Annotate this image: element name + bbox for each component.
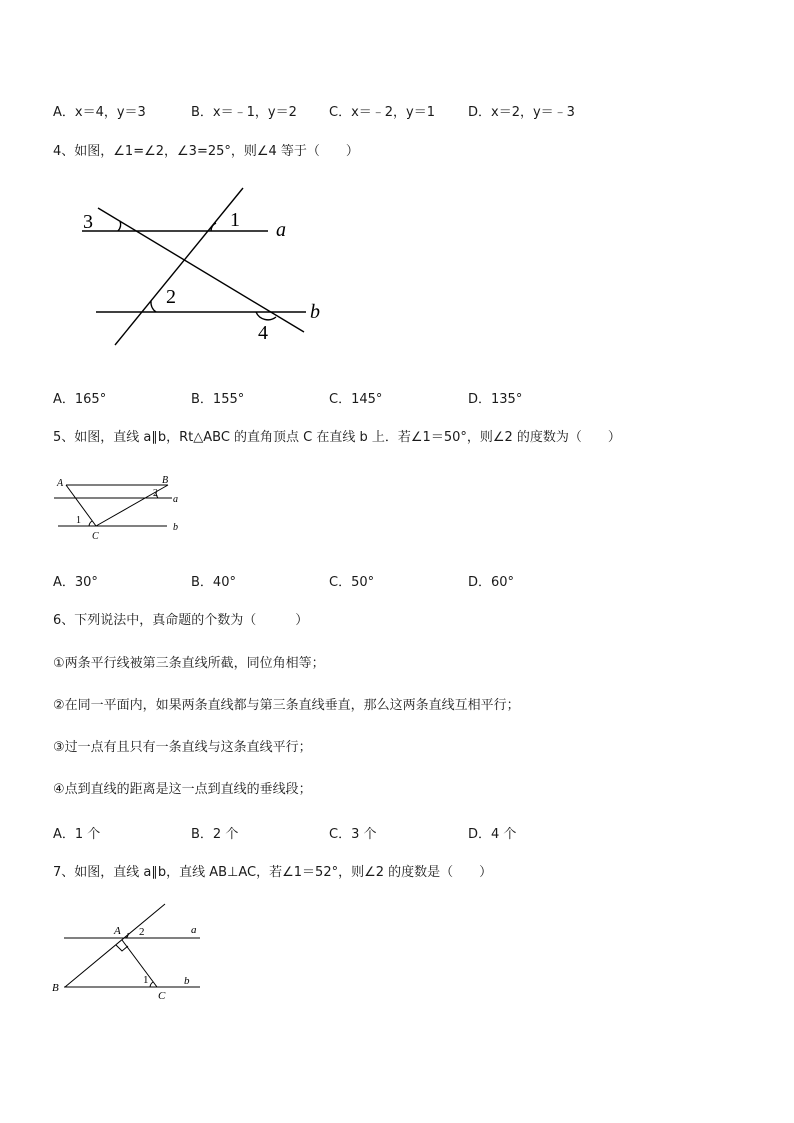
q5-label-A: A bbox=[57, 478, 64, 489]
q4-figure bbox=[70, 180, 340, 350]
q5-label-a: a bbox=[173, 494, 178, 505]
q7-label-b: b bbox=[184, 975, 190, 987]
q5-figure bbox=[50, 472, 190, 544]
q5-option-a: A．30° bbox=[53, 575, 98, 590]
q7-label-C: C bbox=[158, 990, 166, 1002]
q5-stem: 5、如图，直线 a∥b，Rt△ABC 的直角顶点 C 在直线 b 上．若∠1＝50°，则∠2 的度数为（ ） bbox=[53, 430, 621, 445]
q3-option-b: B．x＝﹣1，y＝2 bbox=[191, 105, 297, 120]
q4-label-1: 1 bbox=[230, 209, 240, 231]
q6-options bbox=[53, 823, 753, 841]
q5-label-C: C bbox=[92, 531, 99, 542]
q4-option-b: B．155° bbox=[191, 392, 245, 407]
q5-options bbox=[53, 571, 753, 589]
q7-angle1-arc bbox=[150, 982, 153, 987]
q5-option-b: B．40° bbox=[191, 575, 236, 590]
q4-transversal-1 bbox=[115, 188, 243, 345]
q5-label-B: B bbox=[162, 475, 169, 486]
q4-transversal-2 bbox=[98, 208, 304, 332]
q6-option-a: A．1 个 bbox=[53, 827, 101, 842]
q5-label-b: b bbox=[173, 522, 178, 533]
q4-label-4: 4 bbox=[258, 322, 268, 344]
q6-option-c: C．3 个 bbox=[329, 827, 377, 842]
q7-stem: 7、如图，直线 a∥b，直线 AB⊥AC，若∠1＝52°，则∠2 的度数是（ ） bbox=[53, 865, 493, 880]
q4-label-a: a bbox=[276, 219, 286, 241]
q6-statement-4: ④点到直线的距离是这一点到直线的垂线段； bbox=[53, 782, 312, 797]
q7-line-ab bbox=[65, 904, 165, 987]
q7-label-A: A bbox=[114, 925, 121, 937]
q5-option-d: D．60° bbox=[468, 575, 515, 590]
q6-option-b: B．2 个 bbox=[191, 827, 239, 842]
q7-label-B: B bbox=[52, 982, 59, 994]
q3-option-d: D．x＝2，y＝﹣3 bbox=[468, 105, 575, 120]
q4-options bbox=[53, 388, 753, 406]
q4-stem: 4、如图，∠1=∠2，∠3=25°，则∠4 等于（ ） bbox=[53, 144, 359, 159]
q3-option-a: A．x＝4，y＝3 bbox=[53, 105, 146, 120]
q5-label-1: 1 bbox=[76, 515, 81, 526]
q4-option-a: A．165° bbox=[53, 392, 107, 407]
q4-angle2-arc bbox=[151, 301, 156, 312]
q6-option-d: D．4 个 bbox=[468, 827, 517, 842]
q4-option-d: D．135° bbox=[468, 392, 523, 407]
q4-label-3: 3 bbox=[83, 211, 93, 233]
q4-option-c: C．145° bbox=[329, 392, 383, 407]
q4-label-2: 2 bbox=[166, 286, 176, 308]
q6-stem: 6、下列说法中，真命题的个数为（ ） bbox=[53, 613, 309, 628]
q5-option-c: C．50° bbox=[329, 575, 375, 590]
q6-statement-2: ②在同一平面内，如果两条直线都与第三条直线垂直，那么这两条直线互相平行； bbox=[53, 698, 520, 713]
q6-statement-3: ③过一点有且只有一条直线与这条直线平行； bbox=[53, 740, 312, 755]
q5-segment-ac bbox=[66, 485, 96, 526]
q5-angle1-arc bbox=[89, 521, 92, 526]
q6-statement-1: ①两条平行线被第三条直线所截，同位角相等； bbox=[53, 656, 325, 671]
q4-label-b: b bbox=[310, 301, 320, 323]
q3-option-c: C．x＝﹣2，y＝1 bbox=[329, 105, 436, 120]
q4-angle1-arc bbox=[211, 223, 216, 231]
q7-label-a: a bbox=[191, 924, 197, 936]
q3-options bbox=[53, 101, 753, 119]
q4-angle3-arc bbox=[118, 221, 121, 231]
q7-label-1: 1 bbox=[143, 974, 149, 986]
q7-label-2: 2 bbox=[139, 926, 145, 938]
q5-label-2: 2 bbox=[153, 488, 158, 499]
q7-figure bbox=[50, 900, 210, 1005]
